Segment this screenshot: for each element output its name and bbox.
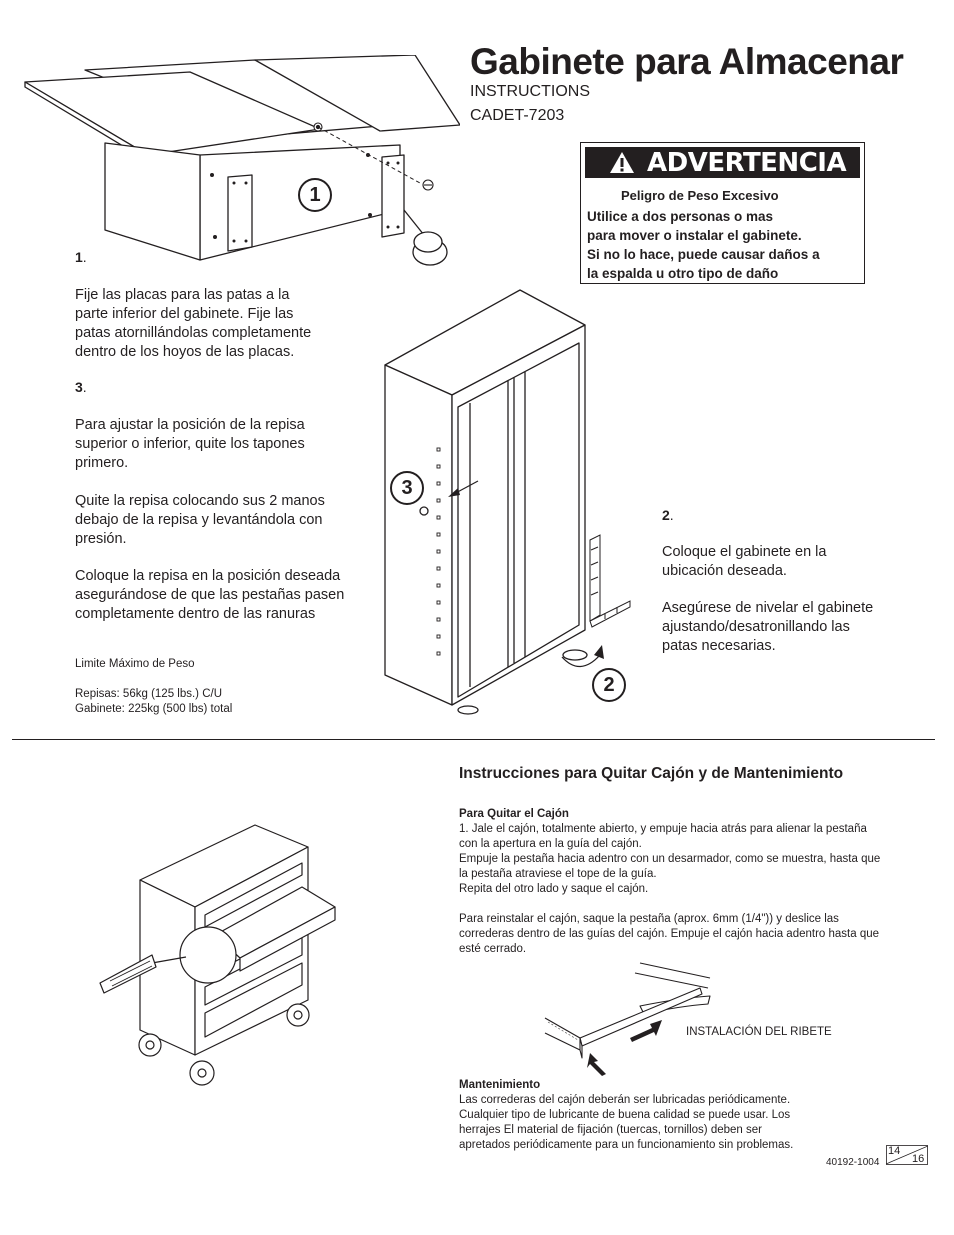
- step-1-line: Fije las placas para las patas a la: [75, 287, 290, 303]
- remove-line: Repita del otro lado y saque el cajón.: [459, 883, 649, 895]
- weight-cabinet: Gabinete: 225kg (500 lbs) total: [75, 703, 233, 715]
- step-1-label: 1: [75, 249, 83, 265]
- callout-1-circle: [298, 178, 332, 212]
- weight-heading: Limite Máximo de Peso: [75, 658, 195, 670]
- warning-line: Si no lo hace, puede causar daños a: [587, 247, 820, 262]
- step-3-line: superior o inferior, quite los tapones: [75, 436, 305, 452]
- step-1-number: 1.: [75, 249, 87, 265]
- step-2-number: 2.: [662, 507, 674, 523]
- step-3-line: Coloque la repisa en la posición deseada: [75, 568, 341, 584]
- warning-heading: Peligro de Peso Excesivo: [621, 188, 779, 203]
- maintenance-line: apretados periódicamente para un funcionamiento sin problemas.: [459, 1139, 794, 1151]
- step-3-line: presión.: [75, 531, 127, 547]
- step-3-line: Para ajustar la posición de la repisa: [75, 417, 305, 433]
- step-2-line: ubicación deseada.: [662, 563, 787, 579]
- remove-line: 1. Jale el cajón, totalmente abierto, y empuje hacia atrás para alienar la pestaña: [459, 823, 867, 835]
- warning-label: ADVERTENCIA: [647, 148, 847, 178]
- callout-1-number: 1: [309, 184, 321, 206]
- warning-box: [580, 142, 865, 284]
- page-total: 16: [912, 1153, 925, 1165]
- tool-chest-illustration: [90, 815, 350, 1090]
- page-number: 14: [888, 1145, 901, 1157]
- callout-2-number: 2: [603, 674, 615, 696]
- step-2-line: patas necesarias.: [662, 638, 776, 654]
- callout-3-number: 3: [401, 477, 413, 499]
- reinstall-line: correderas dentro de las guías del cajón. Empuje el cajón hacia adentro hasta que: [459, 928, 880, 940]
- warning-triangle-icon: [609, 151, 635, 174]
- doc-number: 40192-1004: [826, 1157, 880, 1168]
- maintenance-line: herrajes El material de fijación (tuercas, tornillos) deben ser: [459, 1124, 762, 1136]
- subtitle-model: CADET-7203: [470, 107, 565, 124]
- step-3-line: completamente dentro de las ranuras: [75, 606, 316, 622]
- step-1-line: parte inferior del gabinete. Fije las: [75, 306, 294, 322]
- step-2-line: Asegúrese de nivelar el gabinete: [662, 600, 874, 616]
- step-3-label: 3: [75, 379, 83, 395]
- page-title: Gabinete para Almacenar: [470, 41, 904, 82]
- cabinet-illustration: [380, 285, 640, 720]
- maintenance-heading: Mantenimiento: [459, 1079, 541, 1091]
- trim-installation-illustration: [540, 958, 720, 1080]
- step-3-line: primero.: [75, 455, 129, 471]
- remove-line: la pestaña atraviese el tope de la guía.: [459, 868, 657, 880]
- remove-line: con la apertura en la guía del cajón.: [459, 838, 642, 850]
- step-3-number: 3.: [75, 379, 87, 395]
- step-2-line: ajustando/desatronillando las: [662, 619, 850, 635]
- warning-line: la espalda u otro tipo de daño: [587, 266, 779, 281]
- drawer-section-title: Instrucciones para Quitar Cajón y de Mantenimiento: [459, 765, 844, 782]
- subtitle-instructions: INSTRUCTIONS: [470, 83, 590, 100]
- step-2-line: Coloque el gabinete en la: [662, 544, 827, 560]
- step-2-label: 2: [662, 507, 670, 523]
- maintenance-line: Las correderas del cajón deberán ser lubricadas periódicamente.: [459, 1094, 791, 1106]
- step-3-line: Quite la repisa colocando sus 2 manos: [75, 493, 325, 509]
- step-3-line: asegurándose de que las pestañas pasen: [75, 587, 345, 603]
- section-divider: [12, 739, 935, 740]
- weight-shelves: Repisas: 56kg (125 lbs.) C/U: [75, 688, 223, 700]
- remove-line: Empuje la pestaña hacia adentro con un desarmador, como se muestra, hasta que: [459, 853, 881, 865]
- step-3-line: debajo de la repisa y levantándola con: [75, 512, 323, 528]
- warning-line: para mover o instalar el gabinete.: [587, 228, 802, 243]
- step-1-line: patas atornillándolas completamente: [75, 325, 312, 341]
- step-1-line: dentro de los hoyos de las placas.: [75, 344, 295, 360]
- reinstall-line: Para reinstalar el cajón, saque la pestaña (aprox. 6mm (1/4")) y deslice las: [459, 913, 839, 925]
- remove-heading: Para Quitar el Cajón: [459, 808, 569, 820]
- callout-2-circle: [592, 668, 626, 702]
- reinstall-line: esté cerrado.: [459, 943, 527, 955]
- maintenance-line: Cualquier tipo de lubricante de buena calidad se puede usar. Los: [459, 1109, 791, 1121]
- warning-line: Utilice a dos personas o mas: [587, 209, 774, 224]
- trim-label: INSTALACIÓN DEL RIBETE: [686, 1026, 832, 1038]
- base-assembly-illustration: [20, 55, 460, 275]
- callout-3-circle: [390, 471, 424, 505]
- warning-banner: [585, 147, 860, 178]
